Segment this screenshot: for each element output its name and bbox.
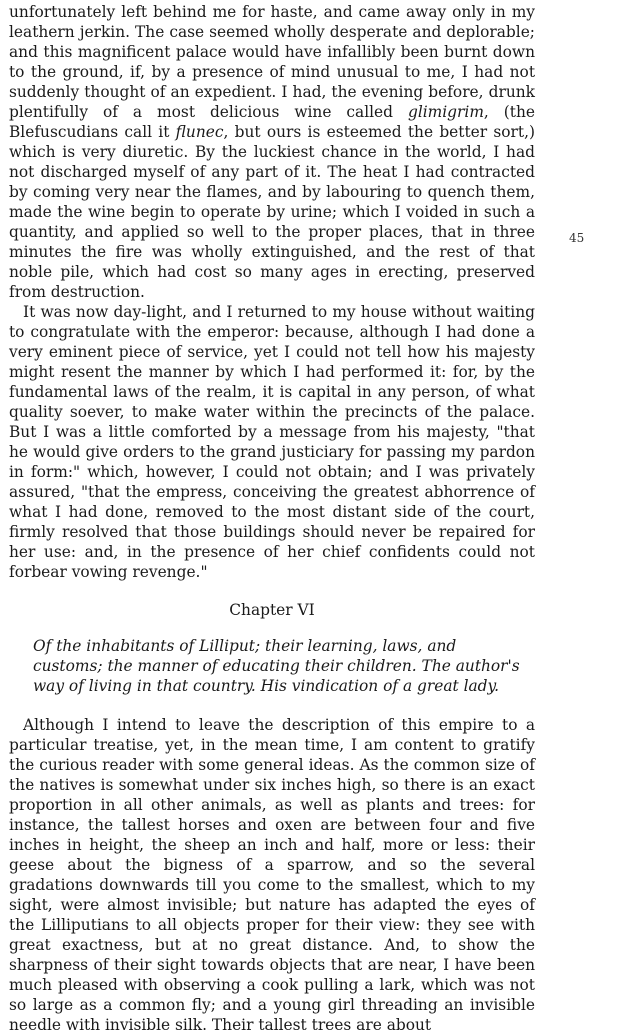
page-number: 45: [569, 231, 585, 245]
chapter-summary: Of the inhabitants of Lilliput; their learning, laws, and customs; the manner of educating their children. The author's way of living in that country. His vindication of a great lady.: [33, 637, 520, 695]
paragraph-text: , (the Blefuscudians call it: [9, 103, 535, 141]
italic-term: glimigrim: [407, 103, 484, 121]
chapter-title: Chapter VI: [229, 601, 315, 619]
paragraph-daylight: It was now day-light, and I returned to my house without waiting to congratulate with the emperor: because, although I had done a very eminent piece of service, yet I could not tell how his majesty might resent the manner by which I had performed it: for, by the fundamental laws of the realm, it is capital in any person, of what quality soever, to make water within the precincts of the palace. But I was a little comforted by a message from his majesty, "that he would give orders to the grand justiciary for passing my pardon in form:" which, however, I could not obtain; and I was privately assured, "that the empress, conceiving the greatest abhorrence of what I had done, removed to the most distant side of the court, firmly resolved that those buildings should never be repaired for her use: and, in the presence of her chief confidents could not forbear vowing revenge.": [9, 303, 535, 581]
paragraph-text: , but ours is esteemed the better sort,) which is very diuretic. By the luckiest chance in the world, I had not discharged myself of any part of it. The heat I had contracted by coming very near the flames, and by labouring to quench them, made the wine begin to operate by urine; which I voided in such a quantity, and applied so well to the proper places, that in three minutes the fire was wholly extinguished, and the rest of that noble pile, which had cost so many ages in erecting, preserved from destruction.: [9, 123, 535, 301]
text-column: [9, 2, 535, 1035]
italic-term: flunec: [175, 123, 224, 141]
paragraph-description: Although I intend to leave the description of this empire to a particular treatise, yet, in the mean time, I am content to gratify the curious reader with some general ideas. As the common size of the natives is somewhat under six inches high, so there is an exact proportion in all other animals, as well as plants and trees: for instance, the tallest horses and oxen are between four and five inches in height, the sheep an inch and half, more or less: their geese about the bigness of a sparrow, and so the several gradations downwards till you come to the smallest, which to my sight, were almost invisible; but nature has adapted the eyes of the Lilliputians to all objects proper for their view: they see with great exactness, but at no great distance. And, to show the sharpness of their sight towards objects that are near, I have been much pleased with observing a cook pulling a lark, which was not so large as a common fly; and a young girl threading an invisible needle with invisible silk. Their tallest trees are about: [9, 716, 535, 1034]
paragraph-text: unfortunately left behind me for haste, and came away only in my leathern jerkin. The case seemed wholly desperate and deplorable; and this magnificent palace would have infallibly been burnt down to the ground, if, by a presence of mind unusual to me, I had not suddenly thought of an expedient. I had, the evening before, drunk plentifully of a most delicious wine called: [9, 3, 535, 121]
paragraph-continuation: [9, 2, 535, 302]
